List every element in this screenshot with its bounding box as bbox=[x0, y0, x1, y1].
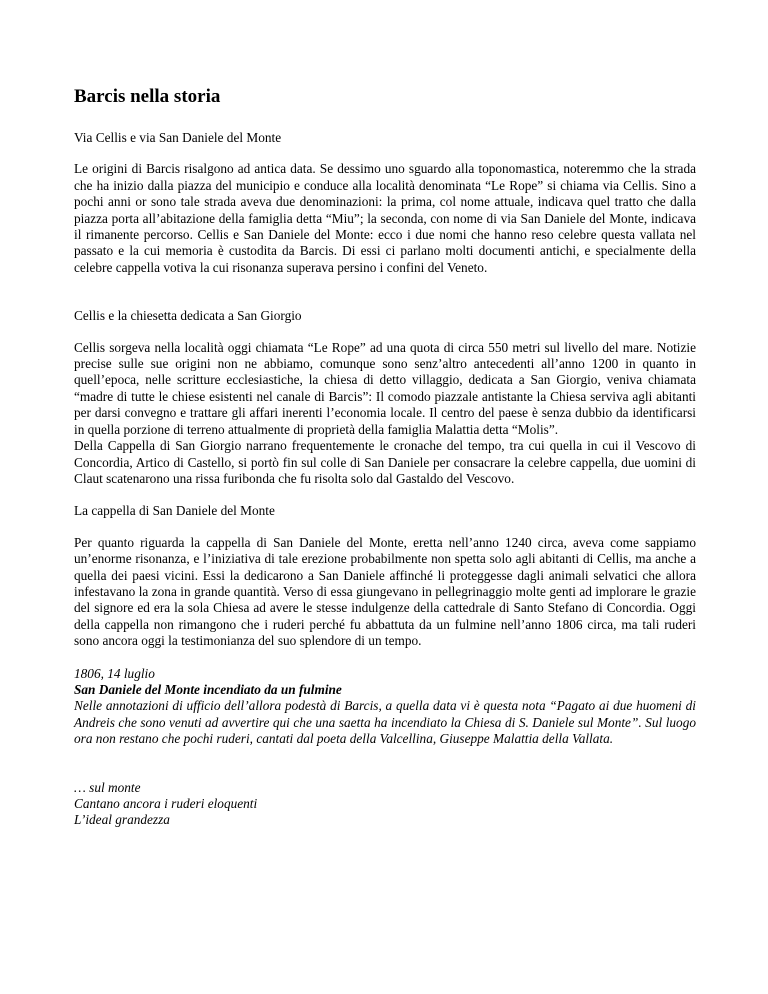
poem-line-2: Cantano ancora i ruderi eloquenti bbox=[74, 796, 258, 811]
paragraph-cellis-2: Della Cappella di San Giorgio narrano frequentemente le cronache del tempo, tra cui quella in cui il Vescovo di Concordia, Artico di Castello, si portò fin sul colle di San Daniele per consacrare la celebre cappella, due uomini di Claut scatenarono una rissa furibonda che fu risolta solo dal Gastaldo del Vescovo. bbox=[74, 438, 696, 486]
section-heading-cellis-san-giorgio: Cellis e la chiesetta dedicata a San Giorgio bbox=[74, 308, 302, 324]
page-title: Barcis nella storia bbox=[74, 86, 221, 107]
section-heading-cappella: La cappella di San Daniele del Monte bbox=[74, 503, 275, 519]
paragraph-cappella: Per quanto riguarda la cappella di San Daniele del Monte, eretta nell’anno 1240 circa, aveva come sappiamo un’enorme risonanza, e l’iniziativa di tale erezione probabilmente non spetta solo agli abitanti di Cellis, ma anche a quella dei paesi vicini. Essi la dedicarono a San Daniele affinché li proteggesse dagli animali selvatici che allora infestavano la zona in grande quantità. Verso di essa giungevano in pellegrinaggio molte genti ad implorare le grazie del signore ed era la sola Chiesa ad avere le stesse indulgenze della cattedrale di Santo Stefano di Concordia. Oggi della cappella non rimangono che i ruderi perché fu abbattuta da un fulmine nell’anno 1806 circa, ma tali ruderi sono ancora oggi la testimonianza del suo splendore di un tempo. bbox=[74, 534, 696, 649]
poem-line-1: … sul monte bbox=[74, 779, 141, 795]
document-page bbox=[74, 86, 696, 829]
section-heading-via-cellis: Via Cellis e via San Daniele del Monte bbox=[74, 130, 282, 145]
poem-excerpt bbox=[74, 780, 696, 829]
event-headline: San Daniele del Monte incendiato da un fulmine bbox=[74, 681, 342, 697]
paragraph-via-cellis: Le origini di Barcis risalgono ad antica data. Se dessimo uno sguardo alla toponomastica, noteremmo che la strada che ha inizio dalla piazza del municipio e conduce alla località denominata “Le Rope” si chiama via Cellis. Sino a pochi anni or sono tale strada aveva due denominazioni: la prima, col nome attuale, indicava quel tratto che dalla piazza porta all’abitazione della famiglia detta “Miu”; la seconda, con nome di via San Daniele del Monte, indicava il rimanente percorso. Cellis e San Daniele del Monte: ecco i due nomi che hanno reso celebre questa vallata nel passato e la cui memoria è custodita da Barcis. Di essi ci parlano molti documenti antichi, e specialmente della celebre cappella votiva la cui risonanza superava persino i confini del Veneto. bbox=[74, 161, 696, 275]
paragraph-fulmine: Nelle annotazioni di ufficio dell’allora podestà di Barcis, a quella data vi è questa nota “Pagato ai due huomeni di Andreis che sono venuti ad avvertire qui che una saetta ha incendiato la Chiesa di S. Daniele sul Monte”. Sul luogo ora non restano che pochi ruderi, cantati dal poeta della Valcellina, Giuseppe Malattia della Vallata. bbox=[74, 698, 696, 747]
paragraph-cellis-1: Cellis sorgeva nella località oggi chiamata “Le Rope” ad una quota di circa 550 metri sul livello del mare. Notizie precise sulle sue origini non ne abbiamo, comunque sono senz’altro antecedenti all’anno 1200 in quanto in quell’epoca, nelle scritture ecclesiastiche, la chiesa di detto villaggio, dedicata a San Giorgio, veniva chiamata “madre di tutte le chiese esistenti nel canale di Barcis”: Il comodo piazzale antistante la Chiesa serviva agli abitanti per darsi convegno e trattare gli affari inerenti l’economia locale. Il centro del paese è senza dubbio da identificarsi in quella porzione di terreno attualmente di proprietà della famiglia Malattia detta “Molis”. bbox=[74, 339, 696, 437]
poem-line-3: L’ideal grandezza bbox=[74, 812, 170, 828]
event-date: 1806, 14 luglio bbox=[74, 665, 155, 681]
